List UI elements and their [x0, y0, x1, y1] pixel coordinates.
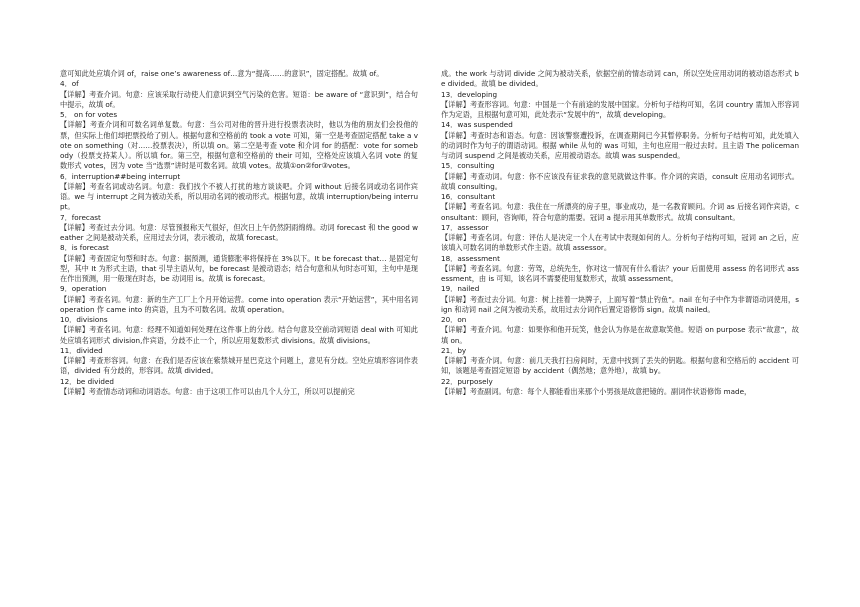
explanation-paragraph: 【详解】考查动词。句意：你不应该没有征求我的意见就做这件事。作介词的宾语，consult 应用动名词形式。故填 consulting。 — [441, 171, 799, 191]
explanation-paragraph: 【详解】考查介词。句意：前几天我打扫房间时，无意中找到了丢失的钥匙。根据句意和空格后的 accident 可知，该题是考查固定短语 by accident（偶然地；意外地），故填 by。 — [441, 356, 799, 376]
explanation-paragraph: 【详解】考查介词。句意：应该采取行动使人们意识到空气污染的危害。短语：be aware of “意识到”，结合句中提示，故填 of。 — [60, 89, 418, 109]
answer-heading: 9．operation — [60, 284, 107, 294]
answer-heading: 12．be divided — [60, 376, 114, 386]
explanation-paragraph: 【详解】考查名词。句意：评估人是决定一个人在考试中表现如何的人。分析句子结构可知，冠词 an 之后，应该填入可数名词的单数形式作主语。故填 assessor。 — [441, 233, 799, 253]
explanation-paragraph: 【详解】考查固定句型和时态。句意：据预测，通货膨胀率将保持在 3%以下。It be forecast that… 是固定句型，其中 It 为形式主语，that 引导主语从句，be forecast 是被动语态；结合句意和从句时态可知，主句中是现在作出预测，用一般现在时态，be 动词用 is。故填 is forecast。 — [60, 253, 418, 283]
answer-heading: 19．nailed — [441, 284, 480, 294]
answer-heading: 11．divided — [60, 345, 103, 355]
answer-heading: 4．of — [60, 79, 79, 89]
right-column — [441, 69, 799, 397]
explanation-paragraph: 【详解】考查名词。句意：我住在一所漂亮的房子里，事业成功，是一名教育顾问。介词 as 后接名词作宾语，consultant：顾问，咨询师，符合句意的需要。冠词 a 提示用其单数形式。故填 consultant。 — [441, 202, 799, 222]
answer-heading: 21．by — [441, 345, 467, 355]
left-column — [60, 69, 418, 397]
answer-heading: 5． on for votes — [60, 110, 118, 119]
explanation-paragraph: 【详解】考查形容词。句意：在我们是否应该在紫禁城开星巴克这个问题上，意见有分歧。空处应填形容词作表语，divided 有分歧的，形容词。故填 divided。 — [60, 356, 418, 376]
answer-heading: 14．was suspended — [441, 120, 513, 130]
explanation-paragraph: 【详解】考查时态和语态。句意：因该警察遭投诉，在调查期间已今其暂停职务。分析句子结构可知，此处填入的动词时作为句子的谓语动词。根据 while 从句的 was 可知，主句也应用一般过去时。且主语 The policeman 与动词 suspend 之间是被动关系，应用被动语态。故填 was suspended。 — [441, 130, 799, 160]
answer-heading: 16．consultant — [441, 192, 496, 201]
answer-heading: 18．assessment — [441, 253, 500, 263]
explanation-paragraph: 【详解】考查形容词。句意：中国是一个有前途的发展中国家。分析句子结构可知，名词 country 需加入形容词作为定语，且根据句意可知，此处表示“发展中的”，故填 developing。 — [441, 99, 799, 119]
explanation-paragraph: 【详解】考查名词。句意：经理不知道如何处理在这件事上的分歧。结合句意及空前动词短语 deal with 可知此处应填名词形式 division,作宾语，分歧不止一个，所以应用复数形式 divisions。故填 divisions。 — [60, 325, 418, 345]
text-line: 意可知此处应填介词 of，raise one’s awareness of…意为“提高……的意识”，固定搭配。故填 of。 — [60, 69, 384, 78]
answer-heading: 15．consulting — [441, 161, 495, 171]
answer-heading: 17．assessor — [441, 222, 489, 232]
explanation-paragraph: 【详解】考查副词。句意：每个人都能看出来那个小男孩是故意把镜的。副词作状语修饰 made， — [441, 386, 752, 396]
explanation-paragraph: 【详解】考查名词。句意：劳驾，总统先生，你对这一情况有什么看法？your 后面使用 assess 的名词形式 assessment，由 is 可知，该名词不需要使用复数形式，故填 assessment。 — [441, 263, 799, 283]
explanation-paragraph: 【详解】考查名词。句意：新的生产工厂上个月开始运营。come into operation 表示“开始运营”，其中用名词 operation 作 came into 的宾语，且为不可数名词。故填 operation。 — [60, 294, 418, 314]
explanation-paragraph: 【详解】考查名词或动名词。句意：我们找个不被人打扰的地方谈谈吧。介词 without 后接名词或动名词作宾语。we 与 interrupt 之间为被动关系，所以用动名词的被动形式。根据句意，故填 interruption/being interrupt。 — [60, 181, 418, 212]
answer-heading: 8．is forecast — [60, 243, 109, 253]
answer-heading: 13．developing — [441, 89, 498, 99]
answer-heading: 10．divisions — [60, 315, 108, 324]
explanation-paragraph: 【详解】考查情态动词和动词语态。句意：由于这项工作可以由几个人分工，所以可以提前完 — [60, 386, 355, 396]
answer-heading: 22．purposely — [441, 376, 493, 386]
explanation-paragraph: 【详解】考查过去分词。句意：尽管预报称天气很好，但次日上午仍然阴雨绵绵。动词 forecast 和 the good weather 之间是被动关系，应用过去分词，表示被动，故填 forecast。 — [60, 222, 418, 242]
text-line: 成。the work 与动词 divide 之间为被动关系，依据空前的情态动词 can，所以空处应用动词的被动语态形式 be divided。故填 be divided。 — [441, 69, 799, 89]
explanation-paragraph: 【详解】考查介词和可数名词单复数。句意：当公司对他的晋升进行投票表决时，他以为他的朋友们会投他的票，但实际上他们却把票投给了别人。根据句意和空格前的 took a vote 可知，第一空是考查固定搭配 take a vote on something（对……投票表决），所以填 on。第二空是考查 vote 和介词 for 的搭配：vote for somebody（投票支持某人）。所以填 for。第三空，根据句意和空格前的 their 可知，空格处应该填入名词 vote 的复数形式 votes，因为 vote 当“选票”讲时是可数名词。故填 votes。故填①on②for③votes。 — [60, 120, 418, 171]
answer-heading: 7．forecast — [60, 212, 101, 222]
explanation-paragraph: 【详解】考查过去分词。句意：树上挂着一块牌子，上面写着“禁止钓鱼”。nail 在句子中作为非谓语动词使用，sign 和动词 nail 之间为被动关系，故用过去分词作后置定语修饰 sign。故填 nailed。 — [441, 294, 799, 314]
explanation-paragraph: 【详解】考查介词。句意：如果你和他开玩笑，他会认为你是在故意取笑他。短语 on purpose 表示“故意”，故填 on。 — [441, 325, 799, 345]
answer-heading: 20．on — [441, 315, 467, 324]
answer-heading: 6．interruption##being interrupt — [60, 171, 181, 181]
